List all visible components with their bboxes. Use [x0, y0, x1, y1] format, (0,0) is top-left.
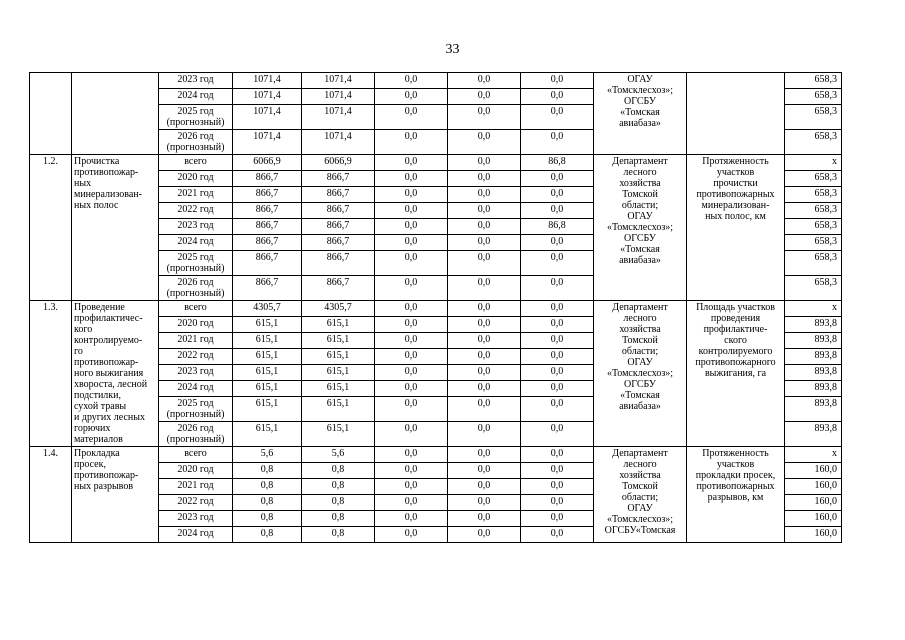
value-cell: 0,0 — [448, 251, 521, 276]
value-cell: 1071,4 — [302, 89, 375, 105]
value-cell: 0,0 — [521, 333, 594, 349]
value-cell: 0,0 — [448, 105, 521, 130]
indicator-cell: Протяженность участков прокладки просек, противопожарных разрывов, км — [687, 447, 785, 543]
total-cell: 866,7 — [233, 203, 302, 219]
value-cell: 0,0 — [375, 381, 448, 397]
total-cell: 615,1 — [233, 349, 302, 365]
value-cell: 0,0 — [448, 219, 521, 235]
period-cell: 2020 год — [159, 317, 233, 333]
total-cell: 615,1 — [233, 317, 302, 333]
value-cell: 0,8 — [302, 495, 375, 511]
value-cell: 1071,4 — [302, 130, 375, 155]
value-cell: 0,0 — [448, 130, 521, 155]
page-number: 33 — [445, 42, 460, 57]
value-cell: 0,0 — [375, 219, 448, 235]
period-cell: всего — [159, 155, 233, 171]
indicator-value-cell: 893,8 — [785, 381, 842, 397]
value-cell: 0,0 — [521, 251, 594, 276]
value-cell: 0,0 — [448, 495, 521, 511]
item-number — [30, 73, 72, 155]
program-table — [29, 72, 842, 543]
indicator-cell — [687, 73, 785, 155]
value-cell: 86,8 — [521, 219, 594, 235]
indicator-value-cell: 160,0 — [785, 479, 842, 495]
executor-cell: ОГАУ «Томсклесхоз»; ОГСБУ «Томская авиабаза» — [594, 73, 687, 155]
period-cell: 2023 год — [159, 219, 233, 235]
value-cell: 866,7 — [302, 171, 375, 187]
value-cell: 0,0 — [521, 73, 594, 89]
value-cell: 0,0 — [375, 276, 448, 301]
value-cell: 0,0 — [521, 105, 594, 130]
value-cell: 0,0 — [448, 511, 521, 527]
total-cell: 615,1 — [233, 381, 302, 397]
value-cell: 0,0 — [521, 349, 594, 365]
value-cell: 0,0 — [448, 89, 521, 105]
period-cell: 2024 год — [159, 89, 233, 105]
indicator-value-cell: 658,3 — [785, 203, 842, 219]
indicator-value-cell: 658,3 — [785, 73, 842, 89]
value-cell: 615,1 — [302, 422, 375, 447]
value-cell: 0,0 — [521, 422, 594, 447]
period-cell: 2023 год — [159, 73, 233, 89]
total-cell: 866,7 — [233, 187, 302, 203]
total-cell: 0,8 — [233, 495, 302, 511]
period-cell: 2021 год — [159, 333, 233, 349]
total-cell: 866,7 — [233, 219, 302, 235]
table-row — [30, 155, 842, 171]
value-cell: 866,7 — [302, 235, 375, 251]
period-cell: 2026 год (прогнозный) — [159, 130, 233, 155]
period-cell: 2023 год — [159, 511, 233, 527]
period-cell: 2025 год (прогнозный) — [159, 251, 233, 276]
value-cell: 615,1 — [302, 349, 375, 365]
value-cell: 0,0 — [521, 511, 594, 527]
value-cell: 0,0 — [448, 397, 521, 422]
value-cell: 6066,9 — [302, 155, 375, 171]
value-cell: 0,0 — [375, 105, 448, 130]
value-cell: 86,8 — [521, 155, 594, 171]
total-cell: 5,6 — [233, 447, 302, 463]
total-cell: 1071,4 — [233, 89, 302, 105]
executor-cell: Департамент лесного хозяйства Томской области; ОГАУ «Томсклесхоз»; ОГСБУ «Томская авиабаза» — [594, 301, 687, 447]
value-cell: 0,0 — [521, 89, 594, 105]
value-cell: 0,0 — [448, 171, 521, 187]
value-cell: 0,0 — [521, 203, 594, 219]
total-cell: 866,7 — [233, 276, 302, 301]
value-cell: 0,8 — [302, 463, 375, 479]
item-number: 1.2. — [30, 155, 72, 301]
value-cell: 0,0 — [375, 463, 448, 479]
value-cell: 0,0 — [448, 235, 521, 251]
period-cell: всего — [159, 301, 233, 317]
value-cell: 0,0 — [521, 301, 594, 317]
value-cell: 0,0 — [375, 73, 448, 89]
value-cell: 0,0 — [448, 527, 521, 543]
indicator-value-cell: 893,8 — [785, 397, 842, 422]
total-cell: 866,7 — [233, 171, 302, 187]
period-cell: 2025 год (прогнозный) — [159, 397, 233, 422]
indicator-cell: Протяженность участков прочистки противопожарных минерализован- ных полос, км — [687, 155, 785, 301]
indicator-value-cell: 658,3 — [785, 171, 842, 187]
indicator-value-cell: 658,3 — [785, 105, 842, 130]
total-cell: 1071,4 — [233, 130, 302, 155]
value-cell: 0,0 — [375, 251, 448, 276]
value-cell: 866,7 — [302, 219, 375, 235]
table-row — [30, 447, 842, 463]
period-cell: 2024 год — [159, 235, 233, 251]
period-cell: 2024 год — [159, 527, 233, 543]
value-cell: 0,0 — [448, 422, 521, 447]
period-cell: всего — [159, 447, 233, 463]
value-cell: 0,0 — [448, 276, 521, 301]
value-cell: 0,0 — [521, 381, 594, 397]
value-cell: 866,7 — [302, 203, 375, 219]
executor-cell: Департамент лесного хозяйства Томской области; ОГАУ «Томсклесхоз»; ОГСБУ «Томская авиабаза» — [594, 155, 687, 301]
value-cell: 0,8 — [302, 479, 375, 495]
item-name: Прочистка противопожар- ных минерализован- ных полос — [72, 155, 159, 301]
total-cell: 866,7 — [233, 235, 302, 251]
total-cell: 4305,7 — [233, 301, 302, 317]
total-cell: 0,8 — [233, 463, 302, 479]
indicator-value-cell: х — [785, 155, 842, 171]
indicator-value-cell: 160,0 — [785, 463, 842, 479]
total-cell: 866,7 — [233, 251, 302, 276]
value-cell: 0,0 — [448, 155, 521, 171]
value-cell: 0,0 — [448, 73, 521, 89]
period-cell: 2021 год — [159, 479, 233, 495]
value-cell: 0,0 — [375, 333, 448, 349]
value-cell: 615,1 — [302, 333, 375, 349]
period-cell: 2022 год — [159, 203, 233, 219]
item-number: 1.3. — [30, 301, 72, 447]
value-cell: 0,0 — [375, 495, 448, 511]
indicator-value-cell: 658,3 — [785, 130, 842, 155]
period-cell: 2023 год — [159, 365, 233, 381]
indicator-value-cell: 160,0 — [785, 511, 842, 527]
value-cell: 4305,7 — [302, 301, 375, 317]
value-cell: 0,0 — [375, 447, 448, 463]
value-cell: 0,0 — [521, 276, 594, 301]
table-row — [30, 73, 842, 89]
value-cell: 0,0 — [521, 171, 594, 187]
value-cell: 0,0 — [521, 235, 594, 251]
indicator-value-cell: 160,0 — [785, 495, 842, 511]
indicator-value-cell: 658,3 — [785, 251, 842, 276]
value-cell: 0,0 — [448, 301, 521, 317]
total-cell: 615,1 — [233, 422, 302, 447]
value-cell: 0,0 — [375, 397, 448, 422]
value-cell: 0,0 — [521, 495, 594, 511]
indicator-value-cell: 893,8 — [785, 349, 842, 365]
value-cell: 0,0 — [521, 527, 594, 543]
value-cell: 0,8 — [302, 527, 375, 543]
item-name — [72, 73, 159, 155]
item-name: Проведение профилактичес- кого контролируемо- го противопожар- ного выжигания хвороста, лесной подстилки, сухой травы и других лесных горючих материалов — [72, 301, 159, 447]
total-cell: 1071,4 — [233, 73, 302, 89]
value-cell: 0,0 — [521, 447, 594, 463]
value-cell: 0,0 — [448, 203, 521, 219]
value-cell: 1071,4 — [302, 105, 375, 130]
period-cell: 2025 год (прогнозный) — [159, 105, 233, 130]
total-cell: 0,8 — [233, 479, 302, 495]
indicator-value-cell: 658,3 — [785, 187, 842, 203]
period-cell: 2024 год — [159, 381, 233, 397]
value-cell: 0,0 — [448, 479, 521, 495]
value-cell: 0,0 — [375, 301, 448, 317]
item-number: 1.4. — [30, 447, 72, 543]
value-cell: 5,6 — [302, 447, 375, 463]
value-cell: 615,1 — [302, 381, 375, 397]
value-cell: 0,0 — [375, 130, 448, 155]
value-cell: 866,7 — [302, 187, 375, 203]
value-cell: 0,0 — [521, 130, 594, 155]
value-cell: 866,7 — [302, 251, 375, 276]
total-cell: 0,8 — [233, 527, 302, 543]
value-cell: 0,0 — [375, 187, 448, 203]
indicator-value-cell: 658,3 — [785, 219, 842, 235]
value-cell: 0,0 — [521, 317, 594, 333]
value-cell: 0,0 — [521, 365, 594, 381]
indicator-value-cell: 893,8 — [785, 317, 842, 333]
value-cell: 0,0 — [448, 463, 521, 479]
total-cell: 615,1 — [233, 333, 302, 349]
item-name: Прокладка просек, противопожар- ных разрывов — [72, 447, 159, 543]
value-cell: 0,0 — [448, 333, 521, 349]
value-cell: 0,0 — [521, 187, 594, 203]
indicator-value-cell: 893,8 — [785, 333, 842, 349]
executor-cell: Департамент лесного хозяйства Томской области; ОГАУ «Томсклесхоз»; ОГСБУ«Томская — [594, 447, 687, 543]
value-cell: 615,1 — [302, 317, 375, 333]
value-cell: 0,0 — [375, 235, 448, 251]
value-cell: 0,0 — [448, 187, 521, 203]
total-cell: 615,1 — [233, 365, 302, 381]
indicator-value-cell: 893,8 — [785, 365, 842, 381]
indicator-value-cell: 658,3 — [785, 235, 842, 251]
total-cell: 615,1 — [233, 397, 302, 422]
value-cell: 0,0 — [375, 365, 448, 381]
value-cell: 0,8 — [302, 511, 375, 527]
period-cell: 2021 год — [159, 187, 233, 203]
indicator-value-cell: х — [785, 447, 842, 463]
value-cell: 0,0 — [448, 381, 521, 397]
value-cell: 0,0 — [375, 89, 448, 105]
value-cell: 0,0 — [448, 317, 521, 333]
value-cell: 866,7 — [302, 276, 375, 301]
indicator-value-cell: х — [785, 301, 842, 317]
value-cell: 0,0 — [375, 203, 448, 219]
period-cell: 2026 год (прогнозный) — [159, 276, 233, 301]
period-cell: 2026 год (прогнозный) — [159, 422, 233, 447]
indicator-value-cell: 658,3 — [785, 276, 842, 301]
value-cell: 0,0 — [375, 317, 448, 333]
indicator-value-cell: 658,3 — [785, 89, 842, 105]
value-cell: 0,0 — [375, 527, 448, 543]
period-cell: 2022 год — [159, 349, 233, 365]
value-cell: 0,0 — [375, 479, 448, 495]
table-row — [30, 301, 842, 317]
period-cell: 2020 год — [159, 463, 233, 479]
value-cell: 615,1 — [302, 365, 375, 381]
period-cell: 2020 год — [159, 171, 233, 187]
value-cell: 0,0 — [375, 511, 448, 527]
indicator-value-cell: 893,8 — [785, 422, 842, 447]
value-cell: 0,0 — [375, 422, 448, 447]
value-cell: 1071,4 — [302, 73, 375, 89]
value-cell: 0,0 — [448, 447, 521, 463]
total-cell: 6066,9 — [233, 155, 302, 171]
indicator-cell: Площадь участков проведения профилактиче- ского контролируемого противопожарного выжигания, га — [687, 301, 785, 447]
value-cell: 0,0 — [375, 171, 448, 187]
value-cell: 0,0 — [375, 349, 448, 365]
value-cell: 0,0 — [521, 479, 594, 495]
period-cell: 2022 год — [159, 495, 233, 511]
indicator-value-cell: 160,0 — [785, 527, 842, 543]
total-cell: 0,8 — [233, 511, 302, 527]
value-cell: 0,0 — [521, 397, 594, 422]
total-cell: 1071,4 — [233, 105, 302, 130]
value-cell: 615,1 — [302, 397, 375, 422]
value-cell: 0,0 — [448, 349, 521, 365]
value-cell: 0,0 — [521, 463, 594, 479]
value-cell: 0,0 — [448, 365, 521, 381]
value-cell: 0,0 — [375, 155, 448, 171]
